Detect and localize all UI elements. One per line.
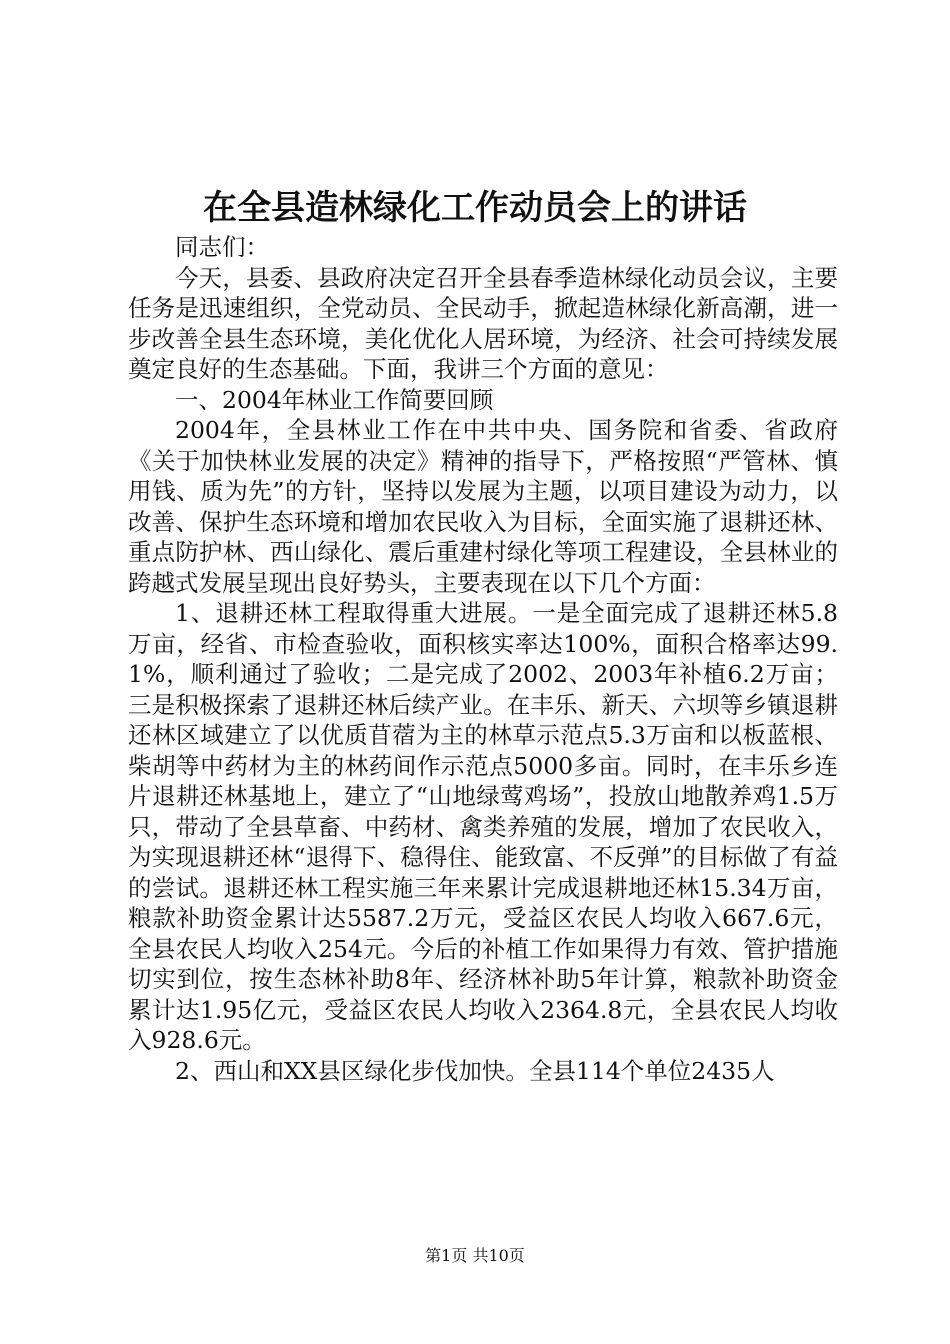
salutation: 同志们： — [175, 233, 269, 261]
section-heading: 一、2004年林业工作简要回顾 — [175, 385, 494, 414]
document-title: 在全县造林绿化工作动员会上的讲话 — [203, 188, 747, 228]
paragraph-intro: 今天，县委、县政府决定召开全县春季造林绿化动员会议，主要任务是迅速组织，全党动员、全民动手，掀起造林绿化新高潮，进一步改善全县生态环境，美化优化人居环境，为经济、社会可持续发展奠定良好的生态基础。下面，我讲三个方面的意见： — [128, 263, 838, 383]
paragraph-review: 2004年，全县林业工作在中共中央、国务院和省委、省政府《关于加快林业发展的决定》精神的指导下，严格按照“严管林、慎用钱、质为先”的方针，坚持以发展为主题，以项目建设为动力，以改善、保护生态环境和增加农民收入为目标，全面实施了退耕还林、重点防护林、西山绿化、震后重建村绿化等项工程建设，全县林业的跨越式发展呈现出良好势头，主要表现在以下几个方面： — [128, 416, 838, 597]
document-body — [128, 232, 838, 1086]
paragraph-item-1: 1、退耕还林工程取得重大进展。一是全面完成了退耕还林5.8万亩，经省、市检查验收，面积核实率达100%，面积合格率达99.1%，顺利通过了验收；二是完成了2002、2003年补植6.2万亩；三是积极探索了退耕还林后续产业。在丰乐、新天、六坝等乡镇退耕还林区域建立了以优质苜蓿为主的林草示范点5.3万亩和以板蓝根、柴胡等中药材为主的林药间作示范点5000多亩。同时，在丰乐乡连片退耕还林基地上，建立了“山地绿莺鸡场”，投放山地散养鸡1.5万只，带动了全县草畜、中药材、禽类养殖的发展，增加了农民收入，为实现退耕还林“退得下、稳得住、能致富、不反弹”的目标做了有益的尝试。退耕还林工程实施三年来累计完成退耕地还林15.34万亩，粮款补助资金累计达5587.2万元，受益区农民人均收入667.6元，全县农民人均收入254元。今后的补植工作如果得力有效、管护措施切实到位，按生态林补助8年、经济林补助5年计算，粮款补助资金累计达1.95亿元，受益区农民人均收入2364.8元，全县农民人均收入928.6元。 — [128, 599, 838, 1054]
page-number-footer: 第1页 共10页 — [425, 1246, 525, 1265]
paragraph-item-2: 2、西山和XX县区绿化步伐加快。全县114个单位2435人 — [175, 1056, 775, 1085]
